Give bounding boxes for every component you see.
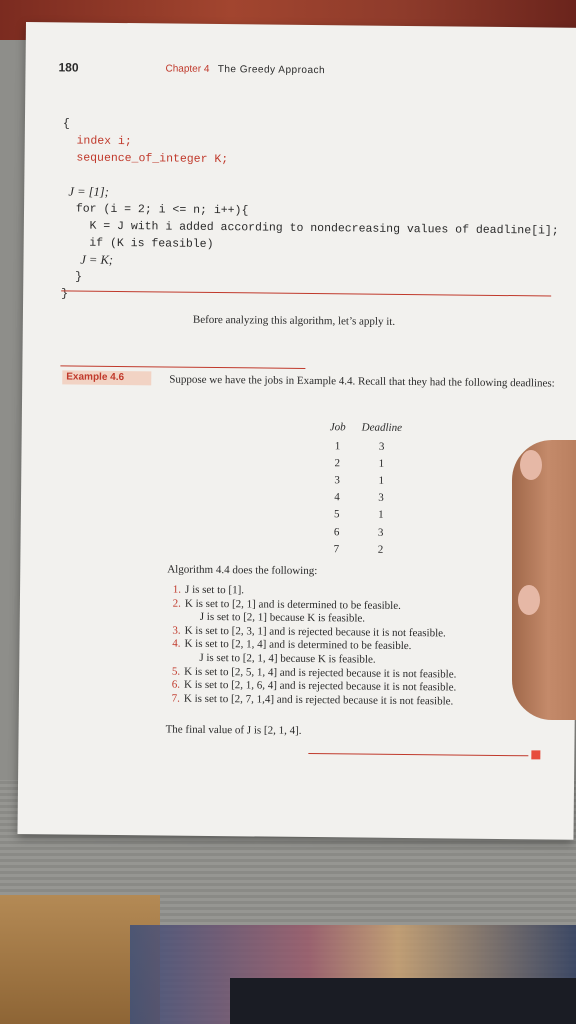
- table-row: [321, 523, 409, 541]
- jobs-deadline-table: [320, 421, 410, 558]
- step-text: K is set to [2, 5, 1, 4] and is rejected because it is not feasible.: [184, 665, 457, 681]
- deadline-cell: 3: [377, 526, 384, 539]
- job-cell: 2: [334, 457, 341, 470]
- column-header-deadline: Deadline: [361, 421, 403, 434]
- code-line: index i;: [62, 134, 132, 149]
- example-label: Example 4.6: [62, 370, 151, 385]
- deadline-cell: 3: [378, 440, 385, 453]
- step-text: K is set to [2, 1, 6, 4] and is rejected because it is not feasible.: [184, 678, 457, 694]
- code-line: }: [61, 287, 69, 301]
- algorithm-steps: [166, 584, 457, 709]
- code-line: for (i = 2; i <= n; i++){: [61, 202, 249, 218]
- end-of-example-marker: [531, 750, 540, 759]
- page-number: 180: [58, 60, 79, 75]
- book-page: [17, 22, 576, 840]
- list-item: [166, 692, 456, 709]
- job-cell: 5: [333, 508, 340, 521]
- step-text: J is set to [1].: [185, 583, 245, 597]
- background-shadow: [230, 978, 576, 1024]
- job-cell: 4: [334, 491, 340, 504]
- table-header-row: [322, 421, 410, 438]
- step-text: K is set to [2, 1] and is determined to be feasible.: [184, 597, 401, 612]
- step-number: 2.: [172, 597, 181, 610]
- deadline-cell: 1: [378, 474, 385, 487]
- table-row: [321, 454, 409, 472]
- code-line: {: [62, 117, 70, 131]
- code-line: sequence_of_integer K;: [62, 151, 229, 167]
- fingernail: [520, 450, 542, 480]
- step-text: K is set to [2, 7, 1,4] and is rejected because it is not feasible.: [183, 692, 454, 708]
- table-row: [320, 540, 408, 558]
- deadline-cell: 1: [378, 509, 384, 522]
- code-line: J = [1];: [62, 184, 109, 199]
- deadline-cell: 2: [377, 543, 384, 556]
- step-number: 7.: [171, 692, 180, 705]
- step-text: K is set to [2, 1, 4] and is determined to be feasible.: [184, 638, 412, 653]
- code-line: J = K;: [61, 252, 114, 267]
- table-row: [321, 471, 409, 489]
- fingernail: [518, 585, 540, 615]
- running-header: [165, 63, 325, 76]
- step-text: J is set to [2, 1] because K is feasible.: [199, 611, 366, 625]
- example-rule: [60, 365, 305, 369]
- job-cell: 7: [333, 542, 340, 556]
- column-header-job: Job: [329, 421, 346, 434]
- code-line: if (K is feasible): [61, 236, 214, 251]
- table-row: [321, 489, 409, 507]
- step-number: 1.: [172, 583, 182, 596]
- code-line: K = J with i added according to nondecreasing values of deadline[i];: [61, 219, 559, 238]
- step-number: 3.: [172, 624, 181, 637]
- step-number: 6.: [171, 678, 181, 691]
- algorithm-intro: Algorithm 4.4 does the following:: [167, 563, 318, 578]
- code-line: }: [61, 270, 83, 284]
- example-text: Suppose we have the jobs in Example 4.4. Recall that they had the following deadlines:: [169, 373, 555, 390]
- code-block: [61, 115, 560, 307]
- deadline-cell: 1: [378, 457, 385, 470]
- chapter-title: The Greedy Approach: [217, 64, 326, 77]
- step-number: 4.: [172, 637, 181, 651]
- lead-paragraph: Before analyzing this algorithm, let’s apply it.: [192, 313, 396, 328]
- job-cell: 1: [334, 439, 341, 452]
- step-number: 5.: [171, 665, 181, 678]
- job-cell: 3: [334, 474, 340, 487]
- end-rule: [308, 753, 528, 756]
- step-text: J is set to [2, 1, 4] because K is feasible.: [199, 651, 376, 666]
- hand-holding-page: [512, 440, 576, 720]
- table-row: [321, 506, 409, 524]
- chapter-label: Chapter 4: [165, 63, 210, 75]
- table-row: [321, 437, 409, 455]
- deadline-cell: 3: [378, 491, 384, 504]
- step-text: K is set to [2, 3, 1] and is rejected because it is not feasible.: [184, 624, 446, 640]
- final-value-text: The final value of J is [2, 1, 4].: [165, 723, 302, 737]
- job-cell: 6: [333, 525, 340, 538]
